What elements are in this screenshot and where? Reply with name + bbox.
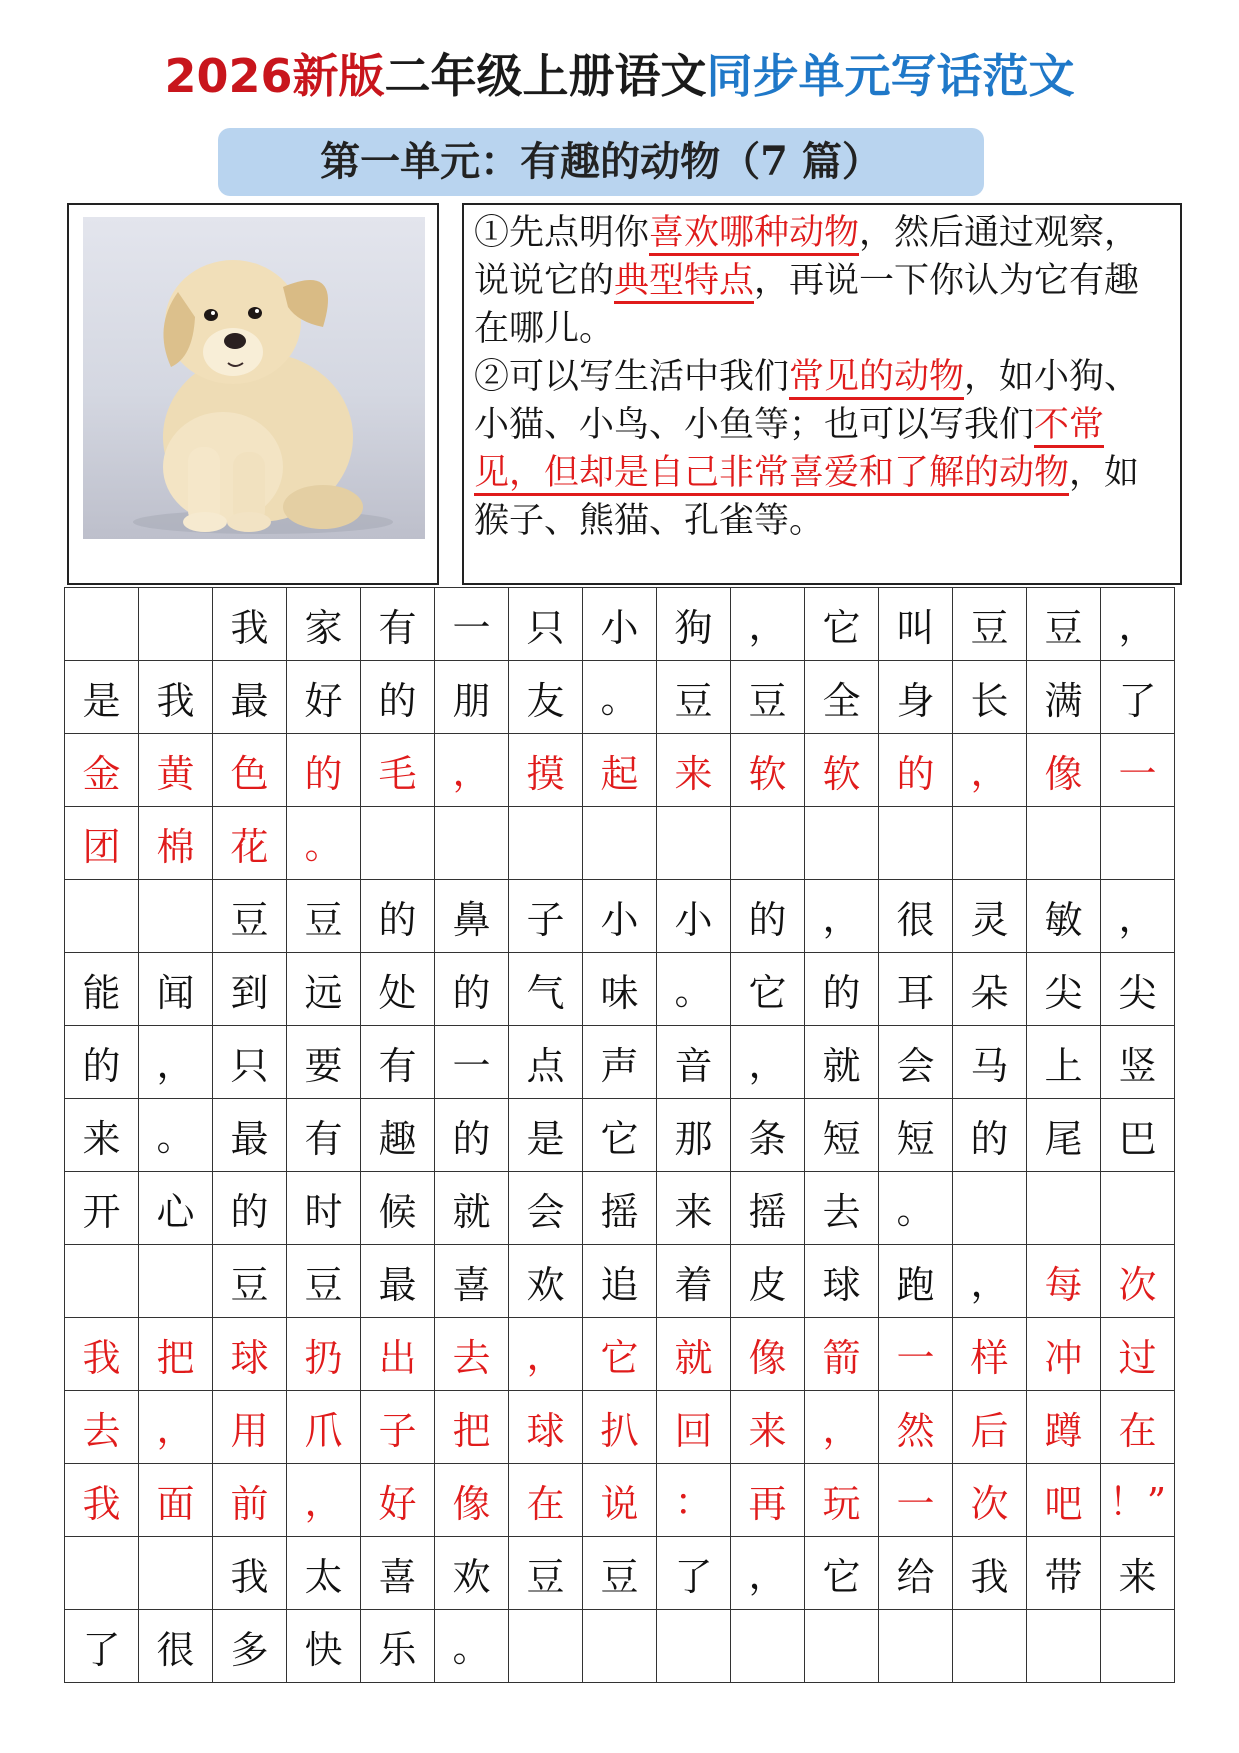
grid-cell (65, 1537, 139, 1610)
grid-cell: 点 (509, 1026, 583, 1099)
grid-cell (879, 1610, 953, 1683)
grid-row (65, 1099, 1175, 1172)
grid-cell: 的 (435, 1099, 509, 1172)
grid-cell: 音 (657, 1026, 731, 1099)
grid-row (65, 588, 1175, 661)
grid-cell: 。 (657, 953, 731, 1026)
grid-cell (1101, 1610, 1175, 1683)
grid-cell: 一 (435, 1026, 509, 1099)
grid-cell: 喜 (435, 1245, 509, 1318)
grid-cell: 尾 (1027, 1099, 1101, 1172)
grid-cell: 。 (583, 661, 657, 734)
grid-cell (805, 807, 879, 880)
grid-cell: 摇 (731, 1172, 805, 1245)
grid-cell (583, 1610, 657, 1683)
tip-highlight: 常见的动物 (789, 357, 964, 400)
grid-cell: 过 (1101, 1318, 1175, 1391)
grid-cell: 只 (213, 1026, 287, 1099)
grid-cell (1101, 807, 1175, 880)
grid-cell: 耳 (879, 953, 953, 1026)
grid-cell: 很 (879, 880, 953, 953)
grid-cell: 来 (731, 1391, 805, 1464)
grid-row (65, 1245, 1175, 1318)
grid-cell (139, 588, 213, 661)
grid-cell: 的 (65, 1026, 139, 1099)
title-topic: 同步单元写话范文 (706, 49, 1075, 103)
title-grade-subject: 二年级上册语文 (384, 49, 707, 103)
grid-cell (953, 1610, 1027, 1683)
grid-row (65, 1318, 1175, 1391)
grid-cell: 一 (1101, 734, 1175, 807)
grid-cell: 在 (509, 1464, 583, 1537)
grid-cell: 的 (879, 734, 953, 807)
writing-tips (462, 203, 1182, 585)
grid-row (65, 1172, 1175, 1245)
grid-cell: 趣 (361, 1099, 435, 1172)
grid-cell: 摇 (583, 1172, 657, 1245)
grid-cell: 我 (65, 1464, 139, 1537)
grid-cell: 然 (879, 1391, 953, 1464)
grid-cell (953, 1172, 1027, 1245)
grid-cell: 它 (805, 1537, 879, 1610)
grid-cell: 友 (509, 661, 583, 734)
grid-cell: 身 (879, 661, 953, 734)
grid-cell: 很 (139, 1610, 213, 1683)
grid-cell: 在 (1101, 1391, 1175, 1464)
grid-cell: 。 (435, 1610, 509, 1683)
grid-cell: 只 (509, 588, 583, 661)
grid-cell: 小 (657, 880, 731, 953)
grid-cell: 的 (731, 880, 805, 953)
grid-cell: 满 (1027, 661, 1101, 734)
grid-cell: 味 (583, 953, 657, 1026)
grid-cell: 豆 (953, 588, 1027, 661)
grid-cell: 摸 (509, 734, 583, 807)
tip-2: ②可以写生活中我们常见的动物，如小狗、小猫、小鸟、小鱼等；也可以写我们不常见，但却是自己非常喜爱和了解的动物，如猴子、熊猫、孔雀等。 (474, 357, 1140, 541)
grid-cell: 像 (435, 1464, 509, 1537)
grid-cell: 黄 (139, 734, 213, 807)
grid-cell: 叫 (879, 588, 953, 661)
grid-cell: 把 (435, 1391, 509, 1464)
grid-row (65, 1610, 1175, 1683)
grid-cell: 团 (65, 807, 139, 880)
grid-cell: 多 (213, 1610, 287, 1683)
grid-cell: 皮 (731, 1245, 805, 1318)
grid-cell (657, 1610, 731, 1683)
grid-cell: 小 (583, 880, 657, 953)
grid-cell: 长 (953, 661, 1027, 734)
grid-cell: 条 (731, 1099, 805, 1172)
grid-cell: 一 (879, 1318, 953, 1391)
grid-cell: 全 (805, 661, 879, 734)
grid-cell: 好 (287, 661, 361, 734)
grid-cell (1101, 1172, 1175, 1245)
grid-cell: 前 (213, 1464, 287, 1537)
grid-cell (361, 807, 435, 880)
grid-cell: 欢 (509, 1245, 583, 1318)
grid-cell: 巴 (1101, 1099, 1175, 1172)
grid-cell: ， (1101, 880, 1175, 953)
tip-highlight: 典型特点 (614, 261, 754, 304)
grid-cell (1027, 807, 1101, 880)
grid-cell: 喜 (361, 1537, 435, 1610)
grid-cell: 豆 (657, 661, 731, 734)
grid-cell: 去 (435, 1318, 509, 1391)
grid-cell: 追 (583, 1245, 657, 1318)
grid-cell: 箭 (805, 1318, 879, 1391)
grid-cell: 的 (287, 734, 361, 807)
grid-cell: ， (805, 880, 879, 953)
grid-cell: 灵 (953, 880, 1027, 953)
grid-cell (1027, 1172, 1101, 1245)
grid-cell: 好 (361, 1464, 435, 1537)
grid-cell: 吧 (1027, 1464, 1101, 1537)
grid-cell (139, 880, 213, 953)
grid-cell: 我 (65, 1318, 139, 1391)
grid-cell: 是 (65, 661, 139, 734)
grid-cell: 豆 (287, 1245, 361, 1318)
grid-cell: 太 (287, 1537, 361, 1610)
grid-cell: 。 (287, 807, 361, 880)
grid-cell: 给 (879, 1537, 953, 1610)
grid-cell: 心 (139, 1172, 213, 1245)
grid-cell (509, 1610, 583, 1683)
grid-cell (139, 1245, 213, 1318)
grid-cell: 就 (805, 1026, 879, 1099)
grid-row (65, 880, 1175, 953)
grid-cell: 冲 (1027, 1318, 1101, 1391)
grid-cell: 来 (65, 1099, 139, 1172)
grid-cell: 跑 (879, 1245, 953, 1318)
grid-cell: ， (1101, 588, 1175, 661)
grid-cell (435, 807, 509, 880)
grid-cell: 来 (1101, 1537, 1175, 1610)
grid-cell: 有 (361, 1026, 435, 1099)
grid-cell: ， (435, 734, 509, 807)
grid-row (65, 1391, 1175, 1464)
grid-cell: 气 (509, 953, 583, 1026)
grid-cell: 竖 (1101, 1026, 1175, 1099)
grid-cell (731, 1610, 805, 1683)
grid-cell: 豆 (287, 880, 361, 953)
grid-cell: 尖 (1027, 953, 1101, 1026)
grid-cell: 鼻 (435, 880, 509, 953)
grid-cell: 朋 (435, 661, 509, 734)
grid-cell: 次 (1101, 1245, 1175, 1318)
grid-cell: 软 (805, 734, 879, 807)
grid-cell: 会 (879, 1026, 953, 1099)
grid-cell: 的 (435, 953, 509, 1026)
grid-cell: 了 (65, 1610, 139, 1683)
grid-cell: 最 (213, 661, 287, 734)
grid-cell: 次 (953, 1464, 1027, 1537)
grid-cell: 它 (583, 1099, 657, 1172)
grid-cell: ： (657, 1464, 731, 1537)
grid-row (65, 807, 1175, 880)
grid-cell: 蹲 (1027, 1391, 1101, 1464)
grid-cell: 球 (509, 1391, 583, 1464)
grid-cell: 带 (1027, 1537, 1101, 1610)
grid-cell: 短 (805, 1099, 879, 1172)
grid-cell: 棉 (139, 807, 213, 880)
grid-cell: 马 (953, 1026, 1027, 1099)
grid-cell: 来 (657, 734, 731, 807)
grid-cell (953, 807, 1027, 880)
grid-cell: 花 (213, 807, 287, 880)
grid-cell: 快 (287, 1610, 361, 1683)
grid-cell: 去 (65, 1391, 139, 1464)
grid-cell: 出 (361, 1318, 435, 1391)
grid-cell: 软 (731, 734, 805, 807)
grid-cell: 毛 (361, 734, 435, 807)
grid-cell: 有 (287, 1099, 361, 1172)
grid-cell: 。 (879, 1172, 953, 1245)
grid-cell: ， (731, 1537, 805, 1610)
grid-cell: 扔 (287, 1318, 361, 1391)
grid-cell: 狗 (657, 588, 731, 661)
grid-cell: ， (731, 588, 805, 661)
grid-cell: 子 (361, 1391, 435, 1464)
grid-cell: 上 (1027, 1026, 1101, 1099)
grid-cell (731, 807, 805, 880)
grid-cell: 用 (213, 1391, 287, 1464)
grid-cell: 最 (213, 1099, 287, 1172)
grid-cell: 我 (953, 1537, 1027, 1610)
grid-cell: ， (953, 734, 1027, 807)
grid-cell: 它 (731, 953, 805, 1026)
grid-cell: ， (287, 1464, 361, 1537)
grid-row (65, 1464, 1175, 1537)
grid-cell: 我 (213, 1537, 287, 1610)
grid-cell: 豆 (583, 1537, 657, 1610)
grid-cell: 着 (657, 1245, 731, 1318)
unit-banner: 第一单元：有趣的动物（7 篇） (218, 128, 984, 196)
grid-cell: 开 (65, 1172, 139, 1245)
grid-cell: ， (139, 1026, 213, 1099)
grid-cell: 色 (213, 734, 287, 807)
grid-cell: 有 (361, 588, 435, 661)
grid-cell: ， (509, 1318, 583, 1391)
grid-cell: 把 (139, 1318, 213, 1391)
puppy-illustration (83, 217, 425, 539)
grid-cell: 远 (287, 953, 361, 1026)
essay-grid (64, 587, 1175, 1683)
grid-cell (65, 1245, 139, 1318)
grid-cell: 它 (805, 588, 879, 661)
grid-cell: 敏 (1027, 880, 1101, 953)
grid-cell: 去 (805, 1172, 879, 1245)
grid-cell: 再 (731, 1464, 805, 1537)
grid-cell: 豆 (731, 661, 805, 734)
grid-row (65, 953, 1175, 1026)
grid-cell: 子 (509, 880, 583, 953)
grid-cell (583, 807, 657, 880)
grid-cell: 会 (509, 1172, 583, 1245)
grid-cell: 来 (657, 1172, 731, 1245)
grid-cell: 说 (583, 1464, 657, 1537)
grid-cell: 的 (953, 1099, 1027, 1172)
grid-cell: 球 (805, 1245, 879, 1318)
grid-cell: 后 (953, 1391, 1027, 1464)
tip-highlight: 喜欢哪种动物 (649, 213, 859, 256)
grid-cell (1027, 1610, 1101, 1683)
grid-cell: 欢 (435, 1537, 509, 1610)
grid-cell (65, 588, 139, 661)
grid-cell: 我 (213, 588, 287, 661)
grid-cell: 像 (731, 1318, 805, 1391)
grid-cell (509, 807, 583, 880)
grid-cell: 声 (583, 1026, 657, 1099)
title-year-edition: 2026新版 (164, 49, 385, 103)
grid-cell: 一 (435, 588, 509, 661)
grid-cell: 能 (65, 953, 139, 1026)
grid-cell (805, 1610, 879, 1683)
grid-cell (879, 807, 953, 880)
tip-highlight: 不常见，但却是自己非常喜爱和了解的动物 (474, 405, 1104, 496)
grid-cell: 豆 (213, 1245, 287, 1318)
grid-cell: 朵 (953, 953, 1027, 1026)
grid-cell (65, 880, 139, 953)
grid-cell: 处 (361, 953, 435, 1026)
grid-cell: 我 (139, 661, 213, 734)
grid-cell: 爪 (287, 1391, 361, 1464)
grid-cell: 乐 (361, 1610, 435, 1683)
photo-frame (67, 203, 439, 585)
grid-cell: 到 (213, 953, 287, 1026)
grid-cell: 像 (1027, 734, 1101, 807)
grid-cell: 扒 (583, 1391, 657, 1464)
grid-cell: 时 (287, 1172, 361, 1245)
grid-row (65, 661, 1175, 734)
grid-cell: ， (953, 1245, 1027, 1318)
grid-cell: 样 (953, 1318, 1027, 1391)
grid-row (65, 1026, 1175, 1099)
grid-cell: 了 (657, 1537, 731, 1610)
grid-cell: 豆 (509, 1537, 583, 1610)
grid-cell: 回 (657, 1391, 731, 1464)
grid-cell: 了 (1101, 661, 1175, 734)
grid-cell: 面 (139, 1464, 213, 1537)
grid-cell: 那 (657, 1099, 731, 1172)
grid-cell: ， (731, 1026, 805, 1099)
grid-cell: 玩 (805, 1464, 879, 1537)
grid-cell (657, 807, 731, 880)
grid-cell: 就 (435, 1172, 509, 1245)
grid-cell: 豆 (1027, 588, 1101, 661)
grid-cell: 每 (1027, 1245, 1101, 1318)
grid-cell: 的 (213, 1172, 287, 1245)
grid-cell: 金 (65, 734, 139, 807)
grid-cell: 的 (361, 661, 435, 734)
grid-cell: 起 (583, 734, 657, 807)
grid-cell: 短 (879, 1099, 953, 1172)
grid-cell: 最 (361, 1245, 435, 1318)
grid-row (65, 1537, 1175, 1610)
grid-cell: 球 (213, 1318, 287, 1391)
grid-cell: 它 (583, 1318, 657, 1391)
grid-cell: ， (805, 1391, 879, 1464)
grid-cell: 尖 (1101, 953, 1175, 1026)
grid-cell: 要 (287, 1026, 361, 1099)
grid-cell: 一 (879, 1464, 953, 1537)
grid-cell: 。 (139, 1099, 213, 1172)
tip-1: ①先点明你喜欢哪种动物，然后通过观察，说说它的典型特点，再说一下你认为它有趣在哪儿。 (474, 213, 1140, 349)
grid-cell: 的 (805, 953, 879, 1026)
grid-cell: 就 (657, 1318, 731, 1391)
grid-cell: 家 (287, 588, 361, 661)
grid-cell: 候 (361, 1172, 435, 1245)
grid-cell: 是 (509, 1099, 583, 1172)
grid-cell: 豆 (213, 880, 287, 953)
grid-cell: 闻 (139, 953, 213, 1026)
grid-row (65, 734, 1175, 807)
grid-cell: 的 (361, 880, 435, 953)
dog-photo (83, 217, 425, 539)
grid-cell: ， (139, 1391, 213, 1464)
page-title (0, 44, 1239, 108)
grid-cell (139, 1537, 213, 1610)
grid-cell: 小 (583, 588, 657, 661)
grid-cell: ！” (1101, 1464, 1175, 1537)
